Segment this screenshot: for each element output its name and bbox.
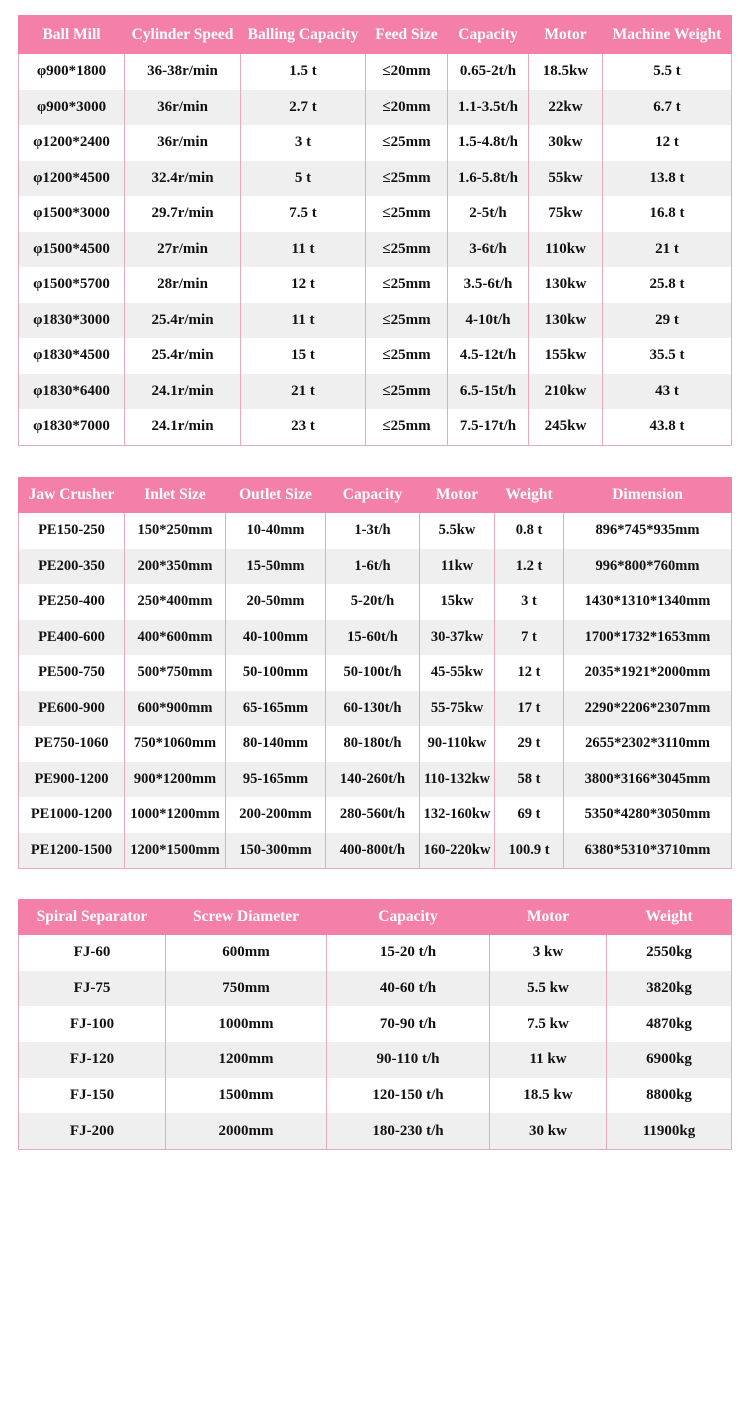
- table-cell: 210kw: [529, 374, 603, 410]
- table-cell: FJ-150: [19, 1078, 166, 1114]
- table-cell: 3 t: [495, 584, 564, 620]
- table-cell: 140-260t/h: [326, 762, 420, 798]
- table-cell: 11900kg: [607, 1113, 732, 1149]
- table-cell: FJ-75: [19, 971, 166, 1007]
- table-cell: 3.5-6t/h: [448, 267, 529, 303]
- table-cell: φ1500*5700: [19, 267, 125, 303]
- table-cell: ≤25mm: [366, 374, 448, 410]
- table-cell: 43 t: [603, 374, 732, 410]
- table-cell: 18.5 kw: [490, 1078, 607, 1114]
- table-cell: 15-20 t/h: [327, 935, 490, 971]
- table-cell: φ900*3000: [19, 90, 125, 126]
- jaw-crusher-row: [19, 620, 732, 656]
- table-cell: 600*900mm: [125, 691, 226, 727]
- ball-mill-header-cell: Capacity: [448, 16, 529, 54]
- table-cell: φ1830*7000: [19, 409, 125, 445]
- table-cell: 0.65-2t/h: [448, 54, 529, 90]
- table-cell: FJ-60: [19, 935, 166, 971]
- table-cell: 1.1-3.5t/h: [448, 90, 529, 126]
- table-cell: 75kw: [529, 196, 603, 232]
- ball-mill-header: [19, 16, 732, 54]
- jaw-crusher-row: [19, 762, 732, 798]
- jaw-crusher-header-cell: Outlet Size: [226, 478, 326, 513]
- table-cell: 18.5kw: [529, 54, 603, 90]
- table-cell: ≤25mm: [366, 161, 448, 197]
- table-cell: 30kw: [529, 125, 603, 161]
- table-cell: 40-100mm: [226, 620, 326, 656]
- spiral-separator-header: [19, 900, 732, 935]
- spiral-separator-header-row: [19, 900, 732, 935]
- table-cell: 32.4r/min: [125, 161, 241, 197]
- jaw-crusher-header-cell: Dimension: [564, 478, 732, 513]
- table-cell: 245kw: [529, 409, 603, 445]
- ball-mill-row: [19, 90, 732, 126]
- table-cell: PE1200-1500: [19, 833, 125, 869]
- table-cell: 1.5 t: [241, 54, 366, 90]
- table-cell: 750mm: [166, 971, 327, 1007]
- table-cell: 80-140mm: [226, 726, 326, 762]
- table-cell: 7.5 kw: [490, 1006, 607, 1042]
- table-cell: 2655*2302*3110mm: [564, 726, 732, 762]
- ball-mill-header-cell: Balling Capacity: [241, 16, 366, 54]
- table-cell: 11kw: [420, 549, 495, 585]
- ball-mill-row: [19, 161, 732, 197]
- table-cell: 23 t: [241, 409, 366, 445]
- jaw-crusher-row: [19, 513, 732, 549]
- table-cell: 750*1060mm: [125, 726, 226, 762]
- ball-mill-row: [19, 303, 732, 339]
- table-cell: 0.8 t: [495, 513, 564, 549]
- table-cell: 132-160kw: [420, 797, 495, 833]
- table-cell: 4.5-12t/h: [448, 338, 529, 374]
- table-cell: FJ-100: [19, 1006, 166, 1042]
- spiral-separator-header-cell: Capacity: [327, 900, 490, 935]
- table-cell: φ1830*3000: [19, 303, 125, 339]
- table-cell: φ1500*4500: [19, 232, 125, 268]
- table-cell: 1000*1200mm: [125, 797, 226, 833]
- ball-mill-table: [18, 15, 732, 446]
- table-cell: 30-37kw: [420, 620, 495, 656]
- ball-mill-header-cell: Feed Size: [366, 16, 448, 54]
- jaw-crusher-header-cell: Inlet Size: [125, 478, 226, 513]
- table-cell: 25.4r/min: [125, 338, 241, 374]
- ball-mill-header-cell: Cylinder Speed: [125, 16, 241, 54]
- table-cell: 36r/min: [125, 125, 241, 161]
- ball-mill-header-cell: Motor: [529, 16, 603, 54]
- table-cell: 24.1r/min: [125, 374, 241, 410]
- table-cell: PE750-1060: [19, 726, 125, 762]
- spiral-separator-row: [19, 935, 732, 971]
- table-cell: 43.8 t: [603, 409, 732, 445]
- table-cell: 28r/min: [125, 267, 241, 303]
- table-cell: 150-300mm: [226, 833, 326, 869]
- table-cell: 69 t: [495, 797, 564, 833]
- table-cell: 2290*2206*2307mm: [564, 691, 732, 727]
- table-cell: 5.5kw: [420, 513, 495, 549]
- table-cell: 1700*1732*1653mm: [564, 620, 732, 656]
- table-cell: FJ-120: [19, 1042, 166, 1078]
- spiral-separator-header-cell: Screw Diameter: [166, 900, 327, 935]
- spiral-separator-row: [19, 1042, 732, 1078]
- table-cell: 60-130t/h: [326, 691, 420, 727]
- table-cell: φ900*1800: [19, 54, 125, 90]
- table-cell: 1200*1500mm: [125, 833, 226, 869]
- table-cell: 27r/min: [125, 232, 241, 268]
- spiral-separator-body: [19, 935, 732, 1150]
- table-cell: PE250-400: [19, 584, 125, 620]
- ball-mill-header-row: [19, 16, 732, 54]
- jaw-crusher-header-row: [19, 478, 732, 513]
- jaw-crusher-row: [19, 691, 732, 727]
- table-cell: 130kw: [529, 267, 603, 303]
- jaw-crusher-header-cell: Weight: [495, 478, 564, 513]
- table-cell: 1000mm: [166, 1006, 327, 1042]
- jaw-crusher-header-cell: Jaw Crusher: [19, 478, 125, 513]
- table-cell: 250*400mm: [125, 584, 226, 620]
- table-cell: 90-110 t/h: [327, 1042, 490, 1078]
- jaw-crusher-header-cell: Capacity: [326, 478, 420, 513]
- jaw-crusher-header-cell: Motor: [420, 478, 495, 513]
- table-cell: 35.5 t: [603, 338, 732, 374]
- table-cell: PE150-250: [19, 513, 125, 549]
- table-cell: ≤25mm: [366, 232, 448, 268]
- table-cell: 400-800t/h: [326, 833, 420, 869]
- table-cell: 155kw: [529, 338, 603, 374]
- table-cell: ≤25mm: [366, 409, 448, 445]
- table-cell: φ1200*4500: [19, 161, 125, 197]
- table-cell: PE1000-1200: [19, 797, 125, 833]
- table-cell: 15kw: [420, 584, 495, 620]
- table-cell: 25.4r/min: [125, 303, 241, 339]
- table-cell: φ1830*6400: [19, 374, 125, 410]
- table-cell: 5-20t/h: [326, 584, 420, 620]
- table-cell: 45-55kw: [420, 655, 495, 691]
- table-cell: 12 t: [603, 125, 732, 161]
- table-cell: ≤25mm: [366, 338, 448, 374]
- table-cell: 22kw: [529, 90, 603, 126]
- table-cell: 180-230 t/h: [327, 1113, 490, 1149]
- table-cell: 15-50mm: [226, 549, 326, 585]
- jaw-crusher-row: [19, 584, 732, 620]
- table-cell: PE600-900: [19, 691, 125, 727]
- table-cell: 4-10t/h: [448, 303, 529, 339]
- table-cell: ≤20mm: [366, 54, 448, 90]
- table-cell: 1430*1310*1340mm: [564, 584, 732, 620]
- table-cell: PE400-600: [19, 620, 125, 656]
- table-cell: 3800*3166*3045mm: [564, 762, 732, 798]
- table-cell: 24.1r/min: [125, 409, 241, 445]
- ball-mill-header-cell: Ball Mill: [19, 16, 125, 54]
- table-cell: 3820kg: [607, 971, 732, 1007]
- table-cell: 90-110kw: [420, 726, 495, 762]
- table-cell: 58 t: [495, 762, 564, 798]
- table-cell: 2000mm: [166, 1113, 327, 1149]
- ball-mill-row: [19, 54, 732, 90]
- table-cell: 7.5 t: [241, 196, 366, 232]
- table-cell: 5.5 t: [603, 54, 732, 90]
- table-cell: 100.9 t: [495, 833, 564, 869]
- jaw-crusher-row: [19, 655, 732, 691]
- table-cell: 17 t: [495, 691, 564, 727]
- table-cell: 4870kg: [607, 1006, 732, 1042]
- table-cell: 2.7 t: [241, 90, 366, 126]
- table-cell: 5.5 kw: [490, 971, 607, 1007]
- table-cell: ≤20mm: [366, 90, 448, 126]
- table-cell: 21 t: [241, 374, 366, 410]
- table-cell: 110-132kw: [420, 762, 495, 798]
- table-cell: 2035*1921*2000mm: [564, 655, 732, 691]
- table-cell: 996*800*760mm: [564, 549, 732, 585]
- ball-mill-row: [19, 338, 732, 374]
- table-cell: 280-560t/h: [326, 797, 420, 833]
- jaw-crusher-table: [18, 477, 732, 869]
- table-cell: 6.5-15t/h: [448, 374, 529, 410]
- table-cell: 50-100t/h: [326, 655, 420, 691]
- table-cell: 29 t: [603, 303, 732, 339]
- jaw-crusher-row: [19, 797, 732, 833]
- table-cell: 36-38r/min: [125, 54, 241, 90]
- table-cell: 7.5-17t/h: [448, 409, 529, 445]
- table-cell: 11 t: [241, 232, 366, 268]
- spiral-separator-header-cell: Weight: [607, 900, 732, 935]
- table-cell: 13.8 t: [603, 161, 732, 197]
- table-cell: ≤25mm: [366, 303, 448, 339]
- table-cell: 16.8 t: [603, 196, 732, 232]
- table-cell: 400*600mm: [125, 620, 226, 656]
- spiral-separator-row: [19, 1113, 732, 1149]
- table-cell: ≤25mm: [366, 267, 448, 303]
- spiral-separator-table: [18, 899, 732, 1150]
- table-cell: 2550kg: [607, 935, 732, 971]
- table-cell: ≤25mm: [366, 196, 448, 232]
- jaw-crusher-row: [19, 549, 732, 585]
- table-cell: FJ-200: [19, 1113, 166, 1149]
- table-cell: 25.8 t: [603, 267, 732, 303]
- table-cell: 8800kg: [607, 1078, 732, 1114]
- table-cell: 12 t: [241, 267, 366, 303]
- table-cell: 500*750mm: [125, 655, 226, 691]
- table-cell: 3 kw: [490, 935, 607, 971]
- table-cell: 120-150 t/h: [327, 1078, 490, 1114]
- table-cell: 29.7r/min: [125, 196, 241, 232]
- table-cell: 55kw: [529, 161, 603, 197]
- table-cell: 65-165mm: [226, 691, 326, 727]
- table-cell: 1.2 t: [495, 549, 564, 585]
- spiral-separator-row: [19, 971, 732, 1007]
- table-cell: 5350*4280*3050mm: [564, 797, 732, 833]
- jaw-crusher-body: [19, 513, 732, 869]
- ball-mill-row: [19, 125, 732, 161]
- table-cell: 110kw: [529, 232, 603, 268]
- table-cell: 15 t: [241, 338, 366, 374]
- table-cell: PE200-350: [19, 549, 125, 585]
- table-cell: 1500mm: [166, 1078, 327, 1114]
- table-cell: 40-60 t/h: [327, 971, 490, 1007]
- table-cell: PE900-1200: [19, 762, 125, 798]
- table-cell: 30 kw: [490, 1113, 607, 1149]
- ball-mill-row: [19, 196, 732, 232]
- jaw-crusher-row: [19, 833, 732, 869]
- ball-mill-row: [19, 374, 732, 410]
- table-cell: 1.5-4.8t/h: [448, 125, 529, 161]
- jaw-crusher-header: [19, 478, 732, 513]
- table-cell: 1200mm: [166, 1042, 327, 1078]
- ball-mill-row: [19, 267, 732, 303]
- table-cell: 29 t: [495, 726, 564, 762]
- table-cell: 3-6t/h: [448, 232, 529, 268]
- table-cell: 36r/min: [125, 90, 241, 126]
- table-cell: PE500-750: [19, 655, 125, 691]
- table-cell: 80-180t/h: [326, 726, 420, 762]
- table-cell: 95-165mm: [226, 762, 326, 798]
- table-cell: 896*745*935mm: [564, 513, 732, 549]
- table-cell: 200*350mm: [125, 549, 226, 585]
- table-cell: 6.7 t: [603, 90, 732, 126]
- spiral-separator-row: [19, 1078, 732, 1114]
- table-cell: 6380*5310*3710mm: [564, 833, 732, 869]
- table-cell: 600mm: [166, 935, 327, 971]
- table-cell: 3 t: [241, 125, 366, 161]
- table-cell: 1-3t/h: [326, 513, 420, 549]
- table-cell: φ1200*2400: [19, 125, 125, 161]
- table-cell: 21 t: [603, 232, 732, 268]
- table-cell: φ1500*3000: [19, 196, 125, 232]
- ball-mill-row: [19, 232, 732, 268]
- table-cell: 900*1200mm: [125, 762, 226, 798]
- table-cell: 1-6t/h: [326, 549, 420, 585]
- table-cell: 50-100mm: [226, 655, 326, 691]
- table-cell: 6900kg: [607, 1042, 732, 1078]
- table-cell: 5 t: [241, 161, 366, 197]
- table-cell: 130kw: [529, 303, 603, 339]
- table-cell: 11 kw: [490, 1042, 607, 1078]
- table-cell: φ1830*4500: [19, 338, 125, 374]
- table-cell: 20-50mm: [226, 584, 326, 620]
- table-cell: 1.6-5.8t/h: [448, 161, 529, 197]
- table-cell: 10-40mm: [226, 513, 326, 549]
- ball-mill-row: [19, 409, 732, 445]
- table-cell: 12 t: [495, 655, 564, 691]
- ball-mill-body: [19, 54, 732, 446]
- table-cell: 200-200mm: [226, 797, 326, 833]
- table-cell: 55-75kw: [420, 691, 495, 727]
- table-cell: 70-90 t/h: [327, 1006, 490, 1042]
- jaw-crusher-row: [19, 726, 732, 762]
- spiral-separator-row: [19, 1006, 732, 1042]
- spiral-separator-header-cell: Spiral Separator: [19, 900, 166, 935]
- table-cell: 2-5t/h: [448, 196, 529, 232]
- table-cell: 7 t: [495, 620, 564, 656]
- table-cell: 160-220kw: [420, 833, 495, 869]
- spiral-separator-header-cell: Motor: [490, 900, 607, 935]
- table-cell: 11 t: [241, 303, 366, 339]
- table-cell: 150*250mm: [125, 513, 226, 549]
- table-cell: ≤25mm: [366, 125, 448, 161]
- ball-mill-header-cell: Machine Weight: [603, 16, 732, 54]
- table-cell: 15-60t/h: [326, 620, 420, 656]
